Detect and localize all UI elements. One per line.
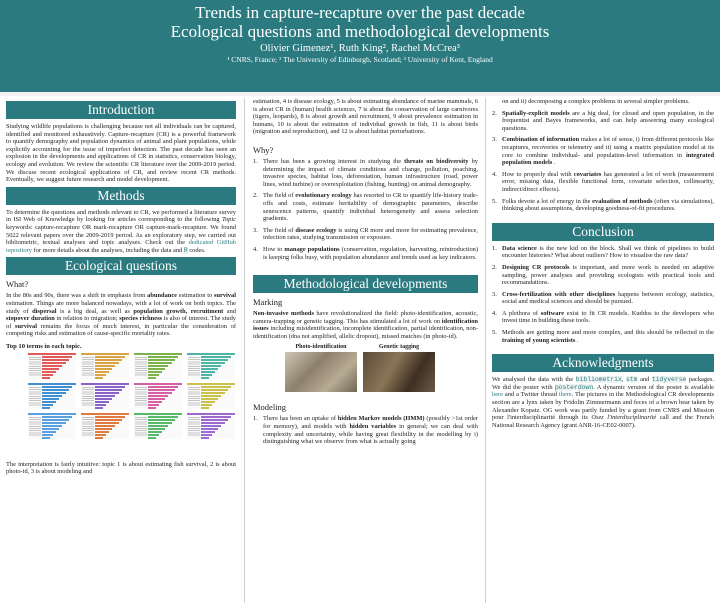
topic-term-bar	[95, 431, 109, 433]
topic-term-bar	[148, 419, 175, 421]
topic-term-bar	[95, 404, 106, 406]
topic-term-bar	[42, 386, 72, 388]
topic-term-bar	[148, 407, 156, 409]
topic-term-bar	[201, 368, 218, 370]
bibliometrix-package: bibliometrix	[575, 376, 622, 384]
topic-term-bar	[42, 407, 50, 409]
header-divider	[0, 92, 720, 96]
topic-term-bar	[95, 374, 106, 376]
topic-term-bar	[201, 359, 228, 361]
column-divider-1	[244, 98, 245, 603]
topic-term-bar	[201, 434, 212, 436]
topic-term-bar	[201, 356, 231, 358]
topic-panel-8	[187, 383, 235, 409]
ecological-questions-heading: Ecological questions	[6, 257, 236, 275]
column-1	[6, 98, 236, 476]
methods-heading: Methods	[6, 187, 236, 205]
topic-term-bar	[42, 365, 62, 367]
topic-term-bar	[148, 386, 178, 388]
topic-term-bar	[201, 365, 221, 367]
topic-term-bar	[201, 371, 215, 373]
topic-term-bar	[95, 428, 112, 430]
modeling-continued-text: on and ii) decomposing a complex problems in several simpler problems.	[502, 98, 690, 105]
topic-term-bar	[201, 377, 209, 379]
genetic-tagging-caption: Genetic tagging	[378, 344, 420, 351]
what-text: In the 80s and 90s, there was a shift in emphasis from abundance estimation to survival estimation. Things are more balanced nowadays, with a lot of work on both topics. The study of dispersal is a big deal, as well as population growth, recruitment and stopover duration in relation to migration; species richness is also of interest. The study of survival remains the focus of much interest, in particular the consideration of competing risks and estimation of cause-specific mortality rates.	[6, 292, 236, 338]
topic-panel-4	[187, 353, 235, 379]
methods-text	[6, 209, 236, 255]
topic-term-bar	[148, 431, 162, 433]
topic-panel-7	[134, 383, 182, 409]
column-2	[253, 98, 478, 450]
topic-term-bar	[148, 425, 168, 427]
topic-term-bar	[95, 395, 115, 397]
conclusion-item-2: 2. Designing CR protocols is important, and more work is needed on adaptive sampling, power analyses and providing ecologists with practical tools and recommandations.	[492, 263, 714, 287]
why-item-4: 4. How to manage populations (conservation, regulation, harvesting, reintroduction) is keeping folks busy, with population abundance and trends used as key indicators.	[253, 245, 478, 261]
topic-term-bar	[42, 356, 72, 358]
topic-term-bar	[148, 374, 159, 376]
topic-term-bar	[95, 362, 119, 364]
conclusion-item-4: 4. A plethora of software exist to fit CR models. Kuddos to the developers who invest time in building these tools.	[492, 309, 714, 325]
topic-term-bar	[95, 359, 122, 361]
modeling-list-continued	[492, 110, 714, 213]
topic-panel-10	[81, 413, 129, 439]
photo-identification-panel	[285, 344, 357, 392]
marking-text: Non-invasive methods have revolutionalized the field: photo-identification, acoustic, camera-trapping or genetic tagging. This has stimulated a lot of work on identification issues including misidentification, incomplete identification, partial identification, non-identification (dna not amplified, allelic dropout), missed matches (in photo-id).	[253, 310, 478, 340]
why-subheading: Why?	[253, 144, 274, 155]
column-divider-2	[485, 98, 486, 603]
topic-term-bar	[42, 362, 66, 364]
topic-term-bar	[201, 398, 218, 400]
topic-term-bar	[95, 437, 103, 439]
topic-term-bar	[201, 428, 218, 430]
introduction-text: Studying wildlife populations is challenging because not all individuals can be captured, identified and monitored exhaustively. Capture-recapture (CR) is a powerful framework to quantify demography and population dynamics of animal and plant populations, while explicitly accounting for the issue of imperfect detection. The past decade has seen an explosion in the developments and applications of CR in statistics, conservation biology, ecology and evolution. We review the scientific CR literature over the 2009-2019 period. We discuss recent ecological applications of CR, and review recent CR methods. Eventually, we suggest future research and model development.	[6, 123, 236, 184]
topics-figure	[28, 353, 236, 439]
topic-term-bar	[148, 428, 165, 430]
topic-term-bar	[148, 401, 162, 403]
topic-term-bar	[42, 374, 53, 376]
topic-term-bar	[95, 398, 112, 400]
topic-term-bar	[42, 368, 59, 370]
topic-panel-6	[81, 383, 129, 409]
conclusion-item-3: 3. Cross-fertilization with other disciplines happens between ecology, statistics, social and medical sciences and should be pursued.	[492, 290, 714, 306]
why-item-3: 3. The field of disease ecology is using CR more and more for estimating prevalence, infection rates, studying transmission or exposure.	[253, 226, 478, 242]
topic-term-bar	[42, 431, 56, 433]
topics-figure-title: Top 10 terms in each topic.	[6, 342, 82, 350]
topic-term-bar	[95, 416, 125, 418]
topic-term-bar	[201, 419, 228, 421]
why-item-1: 1. There has been a growing interest in studying the threats on biodiversity by determining the impact of climate conditions and change, pollution, poaching, invasive species, habitat loss, deforestation, human infrastructure (road, power lines, wind turbine) or overexploitation (fishing, hunting) on animal demography.	[253, 157, 478, 188]
topic-term-bar	[201, 401, 215, 403]
methods-topic-em: Topic	[222, 216, 236, 224]
topic-term-bar	[95, 377, 103, 379]
topic-term-bar	[201, 407, 209, 409]
modeling-item-1: 1. There has been an uptake of hidden Markov models (HMM) (possibly >1st order for memory), and models with hidden variables in general; we can deal with complexity and uncertainty, while having great flexibility in the modelling by i) distinguishing what we observe from what is actually going	[253, 415, 478, 446]
topic-panel-9	[28, 413, 76, 439]
r-code-label: R	[183, 246, 188, 254]
acknowledgments-heading: Acknowledgments	[492, 354, 714, 372]
topic-term-bar	[148, 365, 168, 367]
topic-term-bar	[148, 395, 168, 397]
topic-term-bar	[95, 401, 109, 403]
topic-term-bar	[42, 377, 50, 379]
topic-term-bar	[201, 431, 215, 433]
topic-term-bar	[42, 398, 59, 400]
topic-term-bar	[148, 437, 156, 439]
topic-term-bar	[95, 422, 119, 424]
topic-term-bar	[42, 434, 53, 436]
posterdown-package: posterdown	[554, 383, 594, 391]
topic-term-bar	[148, 404, 159, 406]
topic-term-bar	[148, 356, 178, 358]
topic-panel-1	[28, 353, 76, 379]
topic-term-bar	[148, 359, 175, 361]
topic-panel-11	[134, 413, 182, 439]
methods-text-a: To determine the questions and methods relevant to CR, we performed a literature survey in ISI Web of Knowledge by looking for articles corresponding to the following	[6, 208, 236, 224]
affiliations: ¹ CNRS, France; ² The University of Edinburgh, Scotland; ³ University of Kent, England	[227, 55, 493, 64]
genetic-tagging-panel	[363, 344, 435, 392]
methods-text-d: codes.	[189, 246, 206, 254]
topic-term-bar	[201, 416, 231, 418]
topic-term-bar	[201, 392, 225, 394]
bear-feces-photo	[363, 352, 435, 392]
topic-term-bar	[201, 386, 231, 388]
topic-panel-12	[187, 413, 235, 439]
topic-term-bar	[95, 356, 125, 358]
authors: Olivier Gimenez¹, Ruth King², Rachel McCrea³	[260, 43, 460, 54]
topic-term-bar	[148, 389, 175, 391]
topic-term-bar	[201, 437, 209, 439]
topic-term-bar	[148, 416, 178, 418]
topic-term-bar	[42, 395, 62, 397]
methods-text-b: keywords: capture-recapture OR mark-recapture OR capture-mark-recapture. We found 5022 relevant papers over the 2009-2019 period. As an exploratory step, we carried out bibliometric, textual analyses and topic analyses. Check out the	[6, 223, 236, 247]
topic-panel-5	[28, 383, 76, 409]
topic-term-bar	[42, 401, 56, 403]
modeling-subheading: Modeling	[253, 402, 287, 413]
topic-term-bar	[148, 392, 172, 394]
topic-term-bar	[148, 362, 172, 364]
topic-term-bar	[201, 374, 212, 376]
marking-subheading: Marking	[253, 297, 283, 308]
modeling-item-2: 3. Combination of information makes a lot of sense, i) from different protocols like recaptures, recoveries or telemetry and ii) using a matrix population model at its core to combine individual- and population-level information in integrated population models .	[492, 136, 714, 167]
topic-term-bar	[148, 371, 162, 373]
why-list	[253, 158, 478, 261]
poster-title-line2: Ecological questions and methodological developments	[170, 22, 550, 41]
topic-term-bar	[95, 425, 115, 427]
topic-term-bar	[201, 362, 225, 364]
topic-term-bar	[201, 404, 212, 406]
topic-panel-2	[81, 353, 129, 379]
what-subheading: What?	[6, 279, 29, 290]
topic-term-bar	[148, 368, 165, 370]
topic-term-bar	[201, 422, 225, 424]
github-repository-link[interactable]: dedicated GitHub repository	[6, 239, 236, 254]
topic-term-bar	[95, 392, 119, 394]
topic-term-bar	[42, 425, 62, 427]
introduction-heading: Introduction	[6, 101, 236, 119]
topic-term-bar	[42, 419, 69, 421]
poster-header	[0, 0, 720, 92]
topic-term-bar	[95, 371, 109, 373]
topic-term-bar	[42, 437, 50, 439]
topic-term-bar	[42, 428, 59, 430]
topic-term-bar	[42, 404, 53, 406]
topic-term-bar	[201, 389, 228, 391]
modeling-item-3: 4. How to properly deal with covariates has generated a lot of work (measurement error, missing data, flexible functional form, covariate selection, collinearity, indirect/direct effects).	[492, 170, 714, 193]
topic-term-bar	[95, 368, 112, 370]
topic-term-bar	[42, 416, 72, 418]
photos-figure	[285, 344, 478, 392]
topic-term-bar	[148, 434, 159, 436]
stm-package: stm	[625, 376, 638, 384]
topic-term-bar	[201, 395, 221, 397]
interpretation-text: The interpretation is fairly intuitive: topic 1 is about estimating fish survival, 2 is about photo-id, 3 is about modeling and	[6, 460, 236, 476]
topic-term-bar	[95, 389, 122, 391]
photo-identification-caption: Photo-identification	[295, 344, 347, 351]
column-3	[492, 98, 714, 429]
dynamic-poster-link[interactable]: here	[492, 391, 503, 399]
conclusion-list	[492, 245, 714, 345]
topic-term-bar	[95, 365, 115, 367]
topic-term-bar	[95, 386, 125, 388]
topic-term-bar	[201, 425, 221, 427]
why-item-2: 2. The field of evolutionary ecology has resorted to CR to quantify life-history trade-offs and costs, estimate heritability of demographic parameters, describe senescence patterns, quantify individual heterogeneity and assess selection gradients.	[253, 192, 478, 223]
twitter-thread-link[interactable]: there	[558, 391, 572, 399]
tidyverse-package: tidyverse	[651, 376, 687, 384]
conclusion-heading: Conclusion	[492, 223, 714, 241]
topic-term-bar	[42, 392, 66, 394]
modeling-item-4: 5. Folks devote a lot of energy in the evaluation of methods (often via simulations), thinking about assumptions, developing goodness-of-fit procedures.	[492, 197, 714, 213]
modeling-item-1: 2. Spatially-explicit models are a big deal, for closed and open population, in the frequentist and Bayes frameworks, and can help answering many ecological questions.	[492, 109, 714, 132]
topic-term-bar	[148, 398, 165, 400]
topic-term-bar	[148, 422, 172, 424]
topic-term-bar	[95, 434, 106, 436]
topic-term-bar	[148, 377, 156, 379]
topic-term-bar	[42, 359, 69, 361]
lynx-photo	[285, 352, 357, 392]
topic-term-bar	[95, 407, 103, 409]
topics-continued-text: estimation, 4 is disease ecology, 5 is about estimating abundance of marine mammals, 6 is about CR in (human) health sciences, 7 is about the conservation of large carnivores (tigers, leopards), 8 is about growth and recruitment, 9 about prevalence estimation in humans, 10 is about the estimation of individual growth in fish, 11 is about birds (migration and reproduction), and 12 is about habitat perturbations.	[253, 98, 478, 136]
topic-term-bar	[42, 371, 56, 373]
methods-text-c: for more details about the analyses, including the data and	[33, 246, 183, 254]
poster-title-line1: Trends in capture-recapture over the past decade	[195, 3, 525, 22]
conclusion-item-5: 5. Methods are getting more and more complex, and this should be reflected in the training of young scientists .	[492, 329, 714, 344]
topic-term-bar	[95, 419, 122, 421]
modeling-list	[253, 415, 478, 445]
topic-panel-3	[134, 353, 182, 379]
topic-term-bar	[42, 422, 66, 424]
acknowledgments-text: We analysed the data with the bibliometrix, stm and tidyverse packages. We did the poster with posterdown. A dynamic version of the poster is available here and a Twitter thread there. The pictures in the Methodological CR developments section are a lynx taken by Fridolin Zimmermann and feces of a brown bear taken by Alexander Kopatz. OG work was partly funded by a grant from CNRS and Mission pour l'interdisciplinarité through its Osez l'interdisciplinarité call and the French National Research Agency (grant ANR-16-CE02-0007).	[492, 376, 714, 429]
methodological-developments-heading: Methodological developments	[253, 275, 478, 293]
topic-term-bar	[42, 389, 69, 391]
conclusion-item-1: 1. Data science is the new kid on the block. Shall we think of pipelines to build encounter histories? What about outliers? How to visualise the raw data?	[492, 244, 714, 260]
